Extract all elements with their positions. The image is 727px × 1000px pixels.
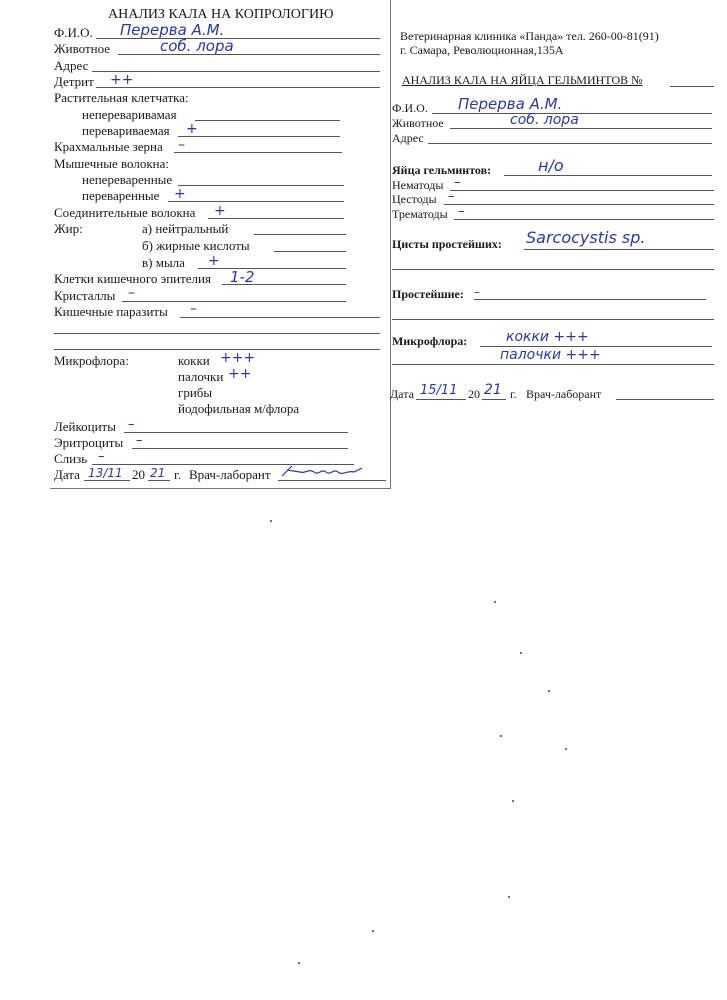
date-value: 15/11	[420, 383, 458, 398]
animal-value: соб. лора	[160, 37, 234, 55]
year-suffix: г.	[174, 467, 182, 482]
microflora-label: Микрофлора:	[392, 334, 468, 348]
scan-speck	[520, 652, 522, 654]
plant-fiber-label: Растительная клетчатка:	[54, 90, 189, 105]
helminths-form	[388, 20, 718, 415]
cysts-label: Цисты простейших:	[392, 237, 502, 251]
scan-speck	[565, 748, 567, 750]
rods-label: палочки	[178, 369, 224, 384]
clinic-line2: г. Самара, Революционная,135А	[400, 43, 564, 57]
scan-speck	[298, 962, 300, 964]
erythrocytes-label: Эритроциты	[54, 435, 124, 450]
mucus-label: Слизь	[54, 451, 88, 466]
parasites-value: –	[190, 301, 197, 317]
cocci-label: кокки	[178, 353, 210, 368]
scan-speck	[548, 690, 550, 692]
fat-soap-label: в) мыла	[142, 255, 185, 270]
year-line	[482, 399, 506, 400]
parasites-label: Кишечные паразиты	[54, 304, 168, 319]
lab-doctor-label: Врач-лаборант	[526, 387, 602, 401]
starch-label: Крахмальные зерна	[54, 139, 163, 154]
cestodes-label: Цестоды	[392, 192, 437, 206]
rods-value: ++	[228, 366, 252, 382]
fat-soap-line	[198, 268, 346, 269]
muscle-digested-label: переваренные	[82, 188, 160, 203]
year-prefix: 20	[132, 467, 145, 482]
connective-value: +	[214, 203, 226, 219]
leukocytes-label: Лейкоциты	[54, 419, 116, 434]
muscle-label: Мышечные волокна:	[54, 156, 170, 171]
muscle-digested-line	[168, 201, 344, 202]
connective-label: Соединительные волокна	[54, 205, 196, 220]
fio-value: Перерва А.М.	[458, 95, 563, 113]
cocci-value: +++	[220, 350, 256, 366]
epithelium-label: Клетки кишечного эпителия	[54, 271, 211, 286]
protozoa-line-2	[392, 319, 714, 320]
parasites-line-3	[54, 349, 380, 350]
lab-doctor-signature	[278, 462, 368, 484]
cysts-line	[524, 249, 714, 250]
fat-soap-value: +	[208, 253, 220, 269]
leukocytes-value: –	[128, 417, 135, 432]
connective-line	[208, 218, 344, 219]
protozoa-label: Простейшие:	[392, 287, 464, 301]
detritus-line	[96, 87, 380, 88]
trematodes-line	[454, 219, 714, 220]
clinic-line1: Ветеринарная клиника «Панда» тел. 260-00-81(91)	[400, 29, 659, 43]
cestodes-value: –	[448, 189, 455, 204]
crystals-value: –	[128, 285, 135, 301]
starch-value: –	[178, 137, 185, 153]
digestible-value: +	[186, 121, 198, 137]
fio-label: Ф.И.О.	[54, 25, 93, 40]
coprology-form	[50, 0, 391, 489]
animal-line	[450, 128, 712, 129]
cysts-value: Sarcocystis sp.	[526, 228, 646, 247]
animal-value: соб. лора	[510, 112, 579, 128]
eggs-line	[504, 175, 712, 176]
parasites-line	[180, 317, 380, 318]
muscle-digested-value: +	[174, 186, 186, 202]
protozoa-line	[474, 299, 706, 300]
eggs-label: Яйца гельминтов:	[392, 163, 492, 177]
trematodes-label: Трематоды	[392, 207, 448, 221]
date-value: 13/11	[88, 466, 123, 480]
fio-value: Перерва А.М.	[120, 21, 225, 39]
animal-label: Животное	[54, 41, 111, 56]
year-suffix: г.	[510, 387, 517, 401]
nematodes-line	[450, 190, 714, 191]
digestible-label: перевариваемая	[82, 123, 170, 138]
lab-doctor-line	[616, 399, 714, 400]
epithelium-value: 1-2	[230, 268, 255, 286]
scan-speck	[508, 896, 510, 898]
scan-speck	[270, 520, 272, 522]
address-line	[92, 71, 380, 72]
undigestible-label: непереваривамая	[82, 107, 177, 122]
leukocytes-line	[124, 432, 348, 433]
crystals-label: Кристаллы	[54, 288, 116, 303]
fat-label: Жир:	[54, 221, 83, 236]
starch-line	[174, 152, 342, 153]
fio-label: Ф.И.О.	[392, 101, 428, 115]
microflora-value2: палочки +++	[500, 347, 601, 363]
date-label: Дата	[54, 467, 80, 482]
erythrocytes-line	[132, 448, 348, 449]
form-title: АНАЛИЗ КАЛА НА КОПРОЛОГИЮ	[108, 7, 334, 22]
fat-acids-line	[274, 251, 346, 252]
protozoa-value: –	[474, 285, 480, 299]
undigestible-line	[195, 120, 340, 121]
nematodes-value: –	[454, 175, 461, 190]
detritus-label: Детрит	[54, 74, 94, 89]
crystals-line	[122, 301, 346, 302]
lab-doctor-label: Врач-лаборант	[189, 467, 271, 482]
address-line	[428, 143, 712, 144]
helminths-number-line	[670, 86, 714, 87]
erythrocytes-value: –	[136, 433, 143, 448]
scan-speck	[512, 800, 514, 802]
animal-label: Животное	[392, 116, 444, 130]
scan-speck	[372, 930, 374, 932]
muscle-undigested-line	[178, 185, 344, 186]
digestible-line	[178, 136, 340, 137]
parasites-line-2	[54, 333, 380, 334]
microflora-label: Микрофлора:	[54, 353, 129, 368]
microflora-value1: кокки +++	[506, 329, 589, 345]
year-value: 21	[150, 466, 166, 480]
detritus-value: ++	[110, 72, 134, 88]
helminths-title: АНАЛИЗ КАЛА НА ЯЙЦА ГЕЛЬМИНТОВ №	[402, 73, 643, 87]
eggs-value: н/о	[538, 156, 564, 175]
year-prefix: 20	[468, 387, 480, 401]
year-value: 21	[484, 382, 502, 398]
cestodes-line	[444, 204, 714, 205]
iodophil-label: йодофильная м/флора	[178, 401, 300, 416]
address-label: Адрес	[54, 58, 89, 73]
date-line	[416, 399, 466, 400]
mucus-value: –	[98, 449, 105, 464]
address-label: Адрес	[392, 131, 424, 145]
scan-speck	[500, 735, 502, 737]
cysts-line-2	[392, 269, 714, 270]
nematodes-label: Нематоды	[392, 178, 444, 192]
date-label: Дата	[390, 387, 414, 401]
microflora-line-2	[392, 364, 714, 365]
fungi-label: грибы	[178, 385, 213, 400]
scan-speck	[494, 601, 496, 603]
trematodes-value: –	[458, 204, 465, 219]
fat-neutral-label: а) нейтральный	[142, 221, 229, 236]
animal-line	[118, 54, 380, 55]
muscle-undigested-label: непереваренные	[82, 172, 173, 187]
fat-acids-label: б) жирные кислоты	[142, 238, 250, 253]
fat-neutral-line	[254, 234, 346, 235]
